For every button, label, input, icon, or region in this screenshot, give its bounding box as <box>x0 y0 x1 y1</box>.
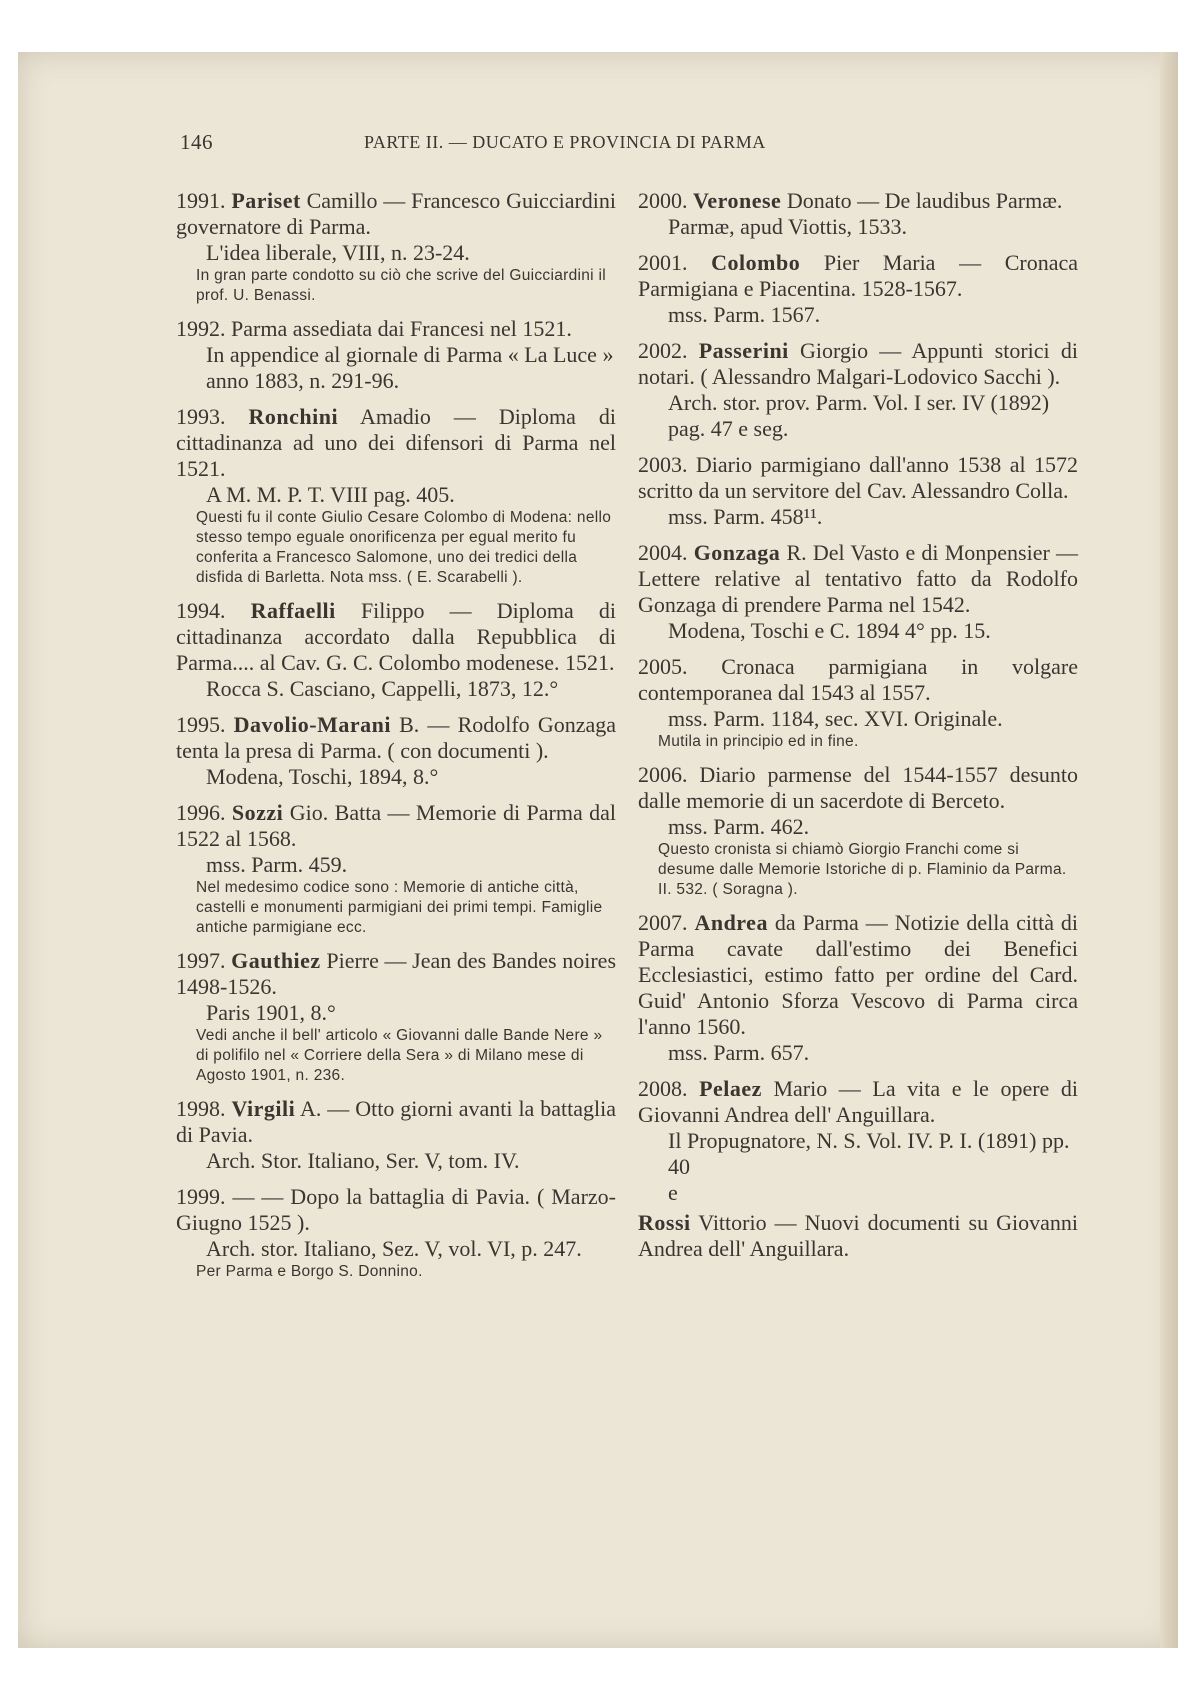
entry-2005 <box>638 654 1078 752</box>
entry-2007 <box>638 910 1078 1066</box>
entry-publication: Modena, Toschi, 1894, 8.° <box>206 764 439 789</box>
entry-1993 <box>176 404 616 588</box>
entry-publication: Arch. stor. Italiano, Sez. V, vol. VI, p. 247. <box>206 1236 582 1261</box>
entry-author: Raffaelli <box>250 598 336 623</box>
entry-text: Diario parmigiano dall'anno 1538 al 1572 scritto da un servitore del Cav. Alessandro Colla. <box>638 452 1078 503</box>
entry-number: 1992. <box>176 316 226 341</box>
entry-text: Giorgio — Appunti storici di notari. ( Alessandro Malgari-Lodovico Sacchi ). <box>638 338 1078 389</box>
entry-author: Veronese <box>693 188 782 213</box>
entry-note: Vedi anche il bell' articolo « Giovanni dalle Bande Nere » di polifilo nel « Corriere della Sera » di Milano mese di Agosto 1901, n. 236. <box>196 1027 603 1084</box>
entry-text: B. — Rodolfo Gonzaga tenta la presa di Parma. ( con documenti ). <box>176 712 616 763</box>
entry-note: Questo cronista si chiamò Giorgio Franchi come si desume dalle Memorie Istoriche di p. Flaminio da Parma. II. 532. ( Soragna ). <box>658 841 1067 898</box>
entry-publication: Il Propugnatore, N. S. Vol. IV. P. I. (1891) pp. 40 <box>668 1128 1070 1179</box>
entry-text: Camillo — Francesco Guicciardini governatore di Parma. <box>176 188 617 239</box>
entry-publication: Arch. Stor. Italiano, Ser. V, tom. IV. <box>206 1148 520 1173</box>
entry-author: Pelaez <box>699 1076 762 1101</box>
entry-publication: L'idea liberale, VIII, n. 23-24. <box>206 240 470 265</box>
entry-1997 <box>176 948 616 1086</box>
entry-publication: A M. M. P. T. VIII pag. 405. <box>206 482 455 507</box>
entry-publication: mss. Parm. 1184, sec. XVI. Originale. <box>668 706 1003 731</box>
entry-conjunction: e <box>668 1180 678 1205</box>
entry-publication: Arch. stor. prov. Parm. Vol. I ser. IV (1892) pag. 47 e seg. <box>668 390 1050 441</box>
entry-text: Amadio — Diploma di cittadinanza ad uno dei difensori di Parma nel 1521. <box>176 404 616 481</box>
entry-number: 1998. <box>176 1096 226 1121</box>
entry-number: 2001. <box>638 250 688 275</box>
entry-number: 1993. <box>176 404 226 429</box>
entry-text: Vittorio — Nuovi documenti su Giovanni Andrea dell' Anguillara. <box>638 1210 1078 1261</box>
entry-text: — — Dopo la battaglia di Pavia. ( Marzo-Giugno 1525 ). <box>176 1184 616 1235</box>
entry-1996 <box>176 800 616 938</box>
entry-number: 1995. <box>176 712 226 737</box>
entry-note: Nel medesimo codice sono : Memorie di antiche città, castelli e monumenti parmigiani dei primi tempi. Famiglie antiche parmigiane ecc. <box>196 879 603 936</box>
entry-text: A. — Otto giorni avanti la battaglia di Pavia. <box>176 1096 616 1147</box>
entry-publication: mss. Parm. 657. <box>668 1040 810 1065</box>
page-number: 146 <box>180 130 213 154</box>
entry-2006 <box>638 762 1078 900</box>
entry-author: Sozzi <box>231 800 284 825</box>
entry-note: Questi fu il conte Giulio Cesare Colombo di Modena: nello stesso tempo eguale onorificenza per egual merito fu conferita a Francesco Salomone, uno dei tredici della disfida di Barletta. Nota mss. ( E. Scarabelli ). <box>196 509 612 586</box>
entry-number: 2008. <box>638 1076 688 1101</box>
entry-text: Cronaca parmigiana in volgare contemporanea dal 1543 al 1557. <box>638 654 1078 705</box>
entry-author: Pariset <box>231 188 301 213</box>
entry-publication: mss. Parm. 1567. <box>668 302 821 327</box>
entry-number: 2006. <box>638 762 688 787</box>
entry-text: Pierre — Jean des Bandes noires 1498-1526. <box>176 948 617 999</box>
entry-author: Colombo <box>711 250 801 275</box>
entry-2000 <box>638 188 1078 240</box>
entry-1994 <box>176 598 616 702</box>
entry-text: Donato — De laudibus Parmæ. <box>786 188 1063 213</box>
entry-text: Mario — La vita e le opere di Giovanni Andrea dell' Anguillara. <box>638 1076 1078 1127</box>
entry-2001 <box>638 250 1078 328</box>
entry-note: Per Parma e Borgo S. Donnino. <box>196 1263 423 1280</box>
entry-publication: mss. Parm. 462. <box>668 814 810 839</box>
entry-number: 1999. <box>176 1184 226 1209</box>
entry-text: Diario parmense del 1544-1557 desunto dalle memorie di un sacerdote di Berceto. <box>638 762 1079 813</box>
entry-number: 2003. <box>638 452 688 477</box>
entry-number: 2005. <box>638 654 688 679</box>
entry-number: 1996. <box>176 800 226 825</box>
entry-text: Filippo — Diploma di cittadinanza accordato dalla Repubblica di Parma.... al Cav. G. C. Colombo modenese. 1521. <box>176 598 617 675</box>
entry-2008 <box>638 1076 1078 1262</box>
entry-publication: Paris 1901, 8.° <box>206 1000 336 1025</box>
entry-number: 2007. <box>638 910 688 935</box>
entry-number: 2004. <box>638 540 688 565</box>
entry-publication: In appendice al giornale di Parma « La Luce » anno 1883, n. 291-96. <box>206 342 614 393</box>
entry-number: 1994. <box>176 598 226 623</box>
entry-note: Mutila in principio ed in fine. <box>658 733 859 750</box>
entry-2004 <box>638 540 1078 644</box>
page-edge <box>1160 52 1178 1648</box>
entry-author: Andrea <box>694 910 768 935</box>
entry-1995 <box>176 712 616 790</box>
entry-publication: Modena, Toschi e C. 1894 4° pp. 15. <box>668 618 991 643</box>
entry-1998 <box>176 1096 616 1174</box>
entry-number: 1997. <box>176 948 226 973</box>
entry-author: Davolio-Marani <box>233 712 391 737</box>
entry-1992 <box>176 316 616 394</box>
entry-text: da Parma — Notizie della città di Parma cavate dall'estimo dei Benefici Ecclesiastici, estimo fatto per ordine del Card. Guid' Antonio Sforza Vescovo di Parma circa l'anno 1560. <box>638 910 1079 1039</box>
right-column <box>638 188 1078 1272</box>
entry-2003 <box>638 452 1078 530</box>
running-title: PARTE II. — DUCATO E PROVINCIA DI PARMA <box>364 132 766 152</box>
entry-number: 2002. <box>638 338 688 363</box>
entry-2002 <box>638 338 1078 442</box>
entry-text: Parma assediata dai Francesi nel 1521. <box>231 316 572 341</box>
entry-author: Gonzaga <box>693 540 781 565</box>
entry-author: Gauthiez <box>231 948 321 973</box>
entry-author: Ronchini <box>248 404 339 429</box>
entry-text: R. Del Vasto e di Monpensier — Lettere relative al tentativo fatto da Rodolfo Gonzaga di prendere Parma nel 1542. <box>638 540 1078 617</box>
entry-1991 <box>176 188 616 306</box>
entry-author: Rossi <box>638 1210 691 1235</box>
entry-publication: Parmæ, apud Viottis, 1533. <box>668 214 908 239</box>
entry-number: 2000. <box>638 188 688 213</box>
entry-publication: mss. Parm. 459. <box>206 852 348 877</box>
entry-number: 1991. <box>176 188 226 213</box>
entry-text: Pier Maria — Cronaca Parmigiana e Piacentina. 1528-1567. <box>638 250 1079 301</box>
entry-publication: mss. Parm. 458¹¹. <box>668 504 823 529</box>
entry-author: Virgili <box>231 1096 296 1121</box>
entry-author: Passerini <box>698 338 789 363</box>
entry-note: In gran parte condotto su ciò che scrive del Guicciardini il prof. U. Benassi. <box>196 267 607 304</box>
entry-publication: Rocca S. Casciano, Cappelli, 1873, 12.° <box>206 676 559 701</box>
left-column <box>176 188 616 1292</box>
entry-1999 <box>176 1184 616 1282</box>
entry-text: Gio. Batta — Memorie di Parma dal 1522 al 1568. <box>176 800 617 851</box>
